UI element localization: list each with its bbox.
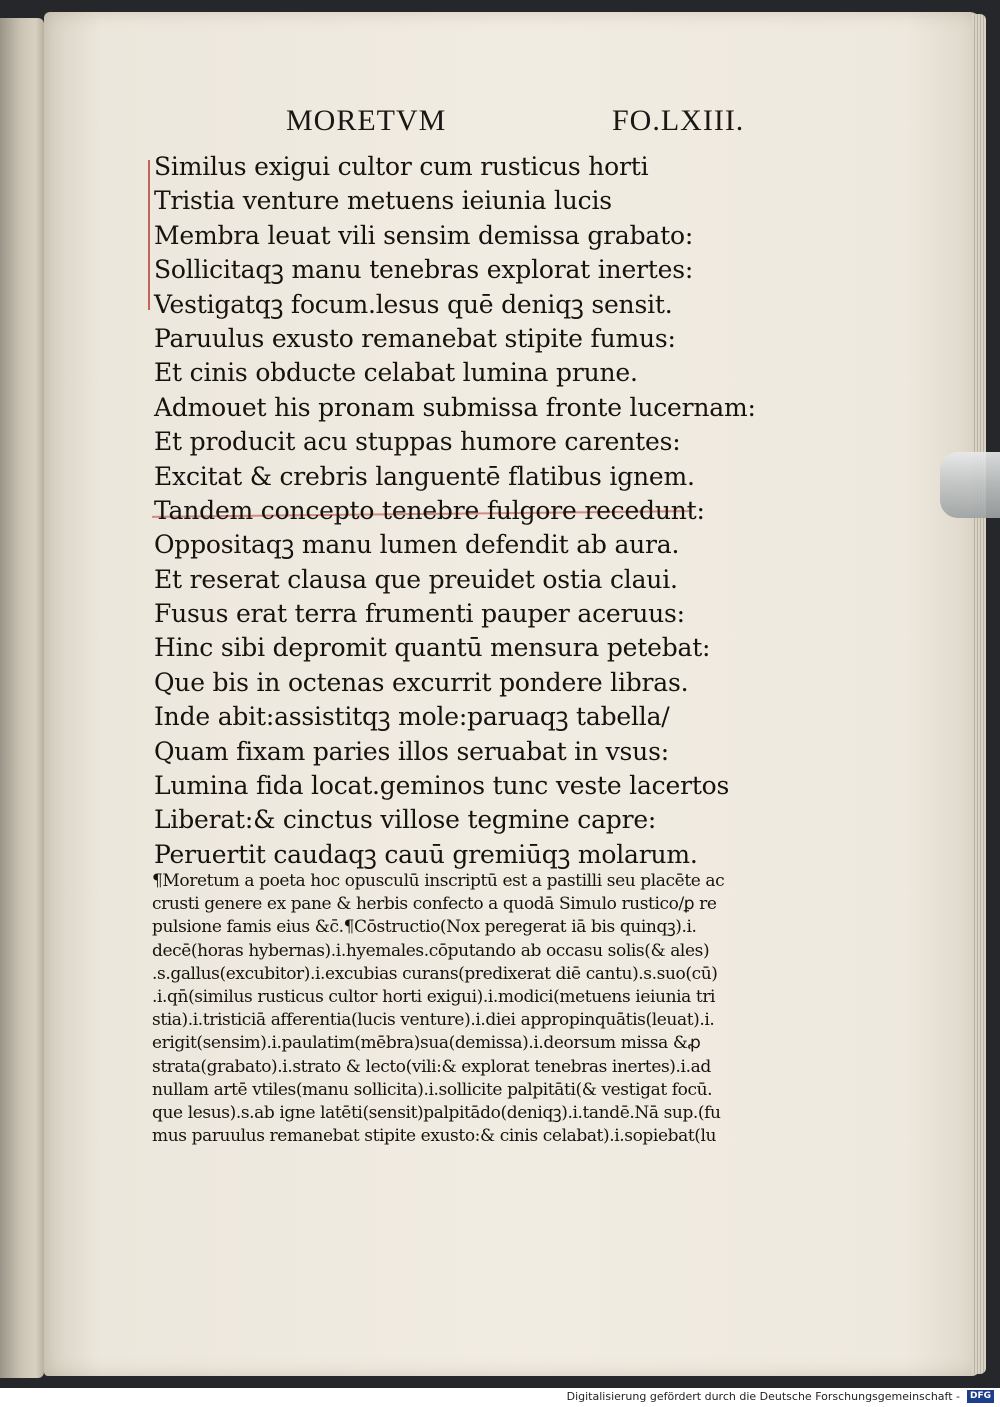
running-head	[286, 104, 766, 144]
verse-line: Similus exigui cultor cum rusticus horti	[154, 152, 649, 181]
funding-credit: Digitalisierung gefördert durch die Deutsche Forschungsgemeinschaft -	[566, 1390, 960, 1403]
commentary-line: decē(horas hybernas).i.hyemales.cōputando ab occasu solis(& ales)	[152, 940, 710, 961]
commentary-line: .s.gallus(excubitor).i.excubias curans(predixerat diē cantu).s.suo(cū)	[152, 963, 718, 984]
verse-line: Oppositaqꝫ manu lumen defendit ab aura.	[154, 530, 680, 560]
verse-line: Admouet his pronam submissa fronte lucernam:	[154, 392, 756, 422]
verse-line: Inde abit:assistitqꝫ mole:paruaqꝫ tabella/	[154, 702, 670, 732]
verse-line: Membra leuat vili sensim demissa grabato:	[154, 220, 694, 250]
verse-line: Et producit acu stuppas humore carentes:	[154, 427, 681, 457]
verse-line: Fusus erat terra frumenti pauper aceruus:	[154, 599, 685, 629]
commentary-line: crusti genere ex pane & herbis confecto a quodā Simulo rustico/ꝑ re	[152, 894, 717, 915]
running-title: MORETVM	[286, 104, 447, 137]
verse-line: Quam fixam paries illos seruabat in vsus:	[154, 736, 669, 766]
commentary-line: ¶Moretum a poeta hoc opusculū inscriptū est a pastilli seu placēte ac	[152, 871, 725, 891]
commentary-line: pulsione famis eius &c̄.¶Cōstructio(Nox peregerat iā bis quinqꝫ).i.	[152, 917, 697, 938]
commentary-text	[152, 870, 812, 1148]
verse-line: Et reserat clausa que preuidet ostia claui.	[154, 564, 678, 594]
verse-line: Lumina fida locat.geminos tunc veste lacertos	[154, 771, 730, 801]
verse-line: Peruertit caudaqꝫ cauū gremiūqꝫ molarum.	[154, 839, 698, 869]
verse-line: Sollicitaqꝫ manu tenebras explorat inertes:	[154, 255, 694, 285]
rubrication-stroke	[148, 160, 150, 310]
facing-page-edge	[0, 18, 44, 1378]
verse-line: Que bis in octenas excurrit pondere libras.	[154, 667, 689, 697]
page-stack-edges	[972, 14, 986, 1374]
verse-line: Tristia venture metuens ieiunia lucis	[154, 186, 612, 216]
commentary-line: .i.qn̄(similus rusticus cultor horti exigui).i.modici(metuens ieiunia tri	[152, 986, 716, 1007]
commentary-line: mus paruulus remanebat stipite exusto:& cinis celabat).i.sopiebat(lu	[152, 1126, 717, 1147]
folio-number: FO.LXIII.	[612, 104, 745, 137]
verse-line: Liberat:& cinctus villose tegmine capre:	[154, 805, 657, 835]
page-clip	[940, 452, 1000, 518]
verse-text	[154, 150, 914, 872]
verse-line: Vestigatqꝫ focum.lesus quē deniqꝫ sensit.	[154, 289, 673, 319]
commentary-line: stia).i.tristiciā afferentia(lucis venture).i.diei appropinquātis(leuat).i.	[152, 1010, 715, 1031]
verse-line: Hinc sibi depromit quantū mensura petebat:	[154, 633, 711, 663]
verse-line: Excitat & crebris languentē flatibus ignem.	[154, 461, 695, 491]
verse-line: Et cinis obducte celabat lumina prune.	[154, 358, 638, 388]
commentary-line: que lesus).s.ab igne latēti(sensit)palpitādo(deniqꝫ).i.tandē.Nā sup.(fu	[152, 1102, 721, 1123]
verse-line: Tandem concepto tenebre fulgore recedunt:	[154, 495, 705, 525]
commentary-line: erigit(sensim).i.paulatim(mēbra)sua(demissa).i.deorsum missa &ꝓ	[152, 1033, 701, 1054]
digitization-footer	[0, 1388, 1000, 1407]
commentary-line: nullam artē vtiles(manu sollicita).i.sollicite palpitāti(& vestigat focū.	[152, 1079, 713, 1100]
dfg-logo: DFG	[967, 1390, 994, 1403]
commentary-line: strata(grabato).i.strato & lecto(vili:& explorat tenebras inertes).i.ad	[152, 1056, 711, 1077]
verse-line: Paruulus exusto remanebat stipite fumus:	[154, 323, 676, 353]
